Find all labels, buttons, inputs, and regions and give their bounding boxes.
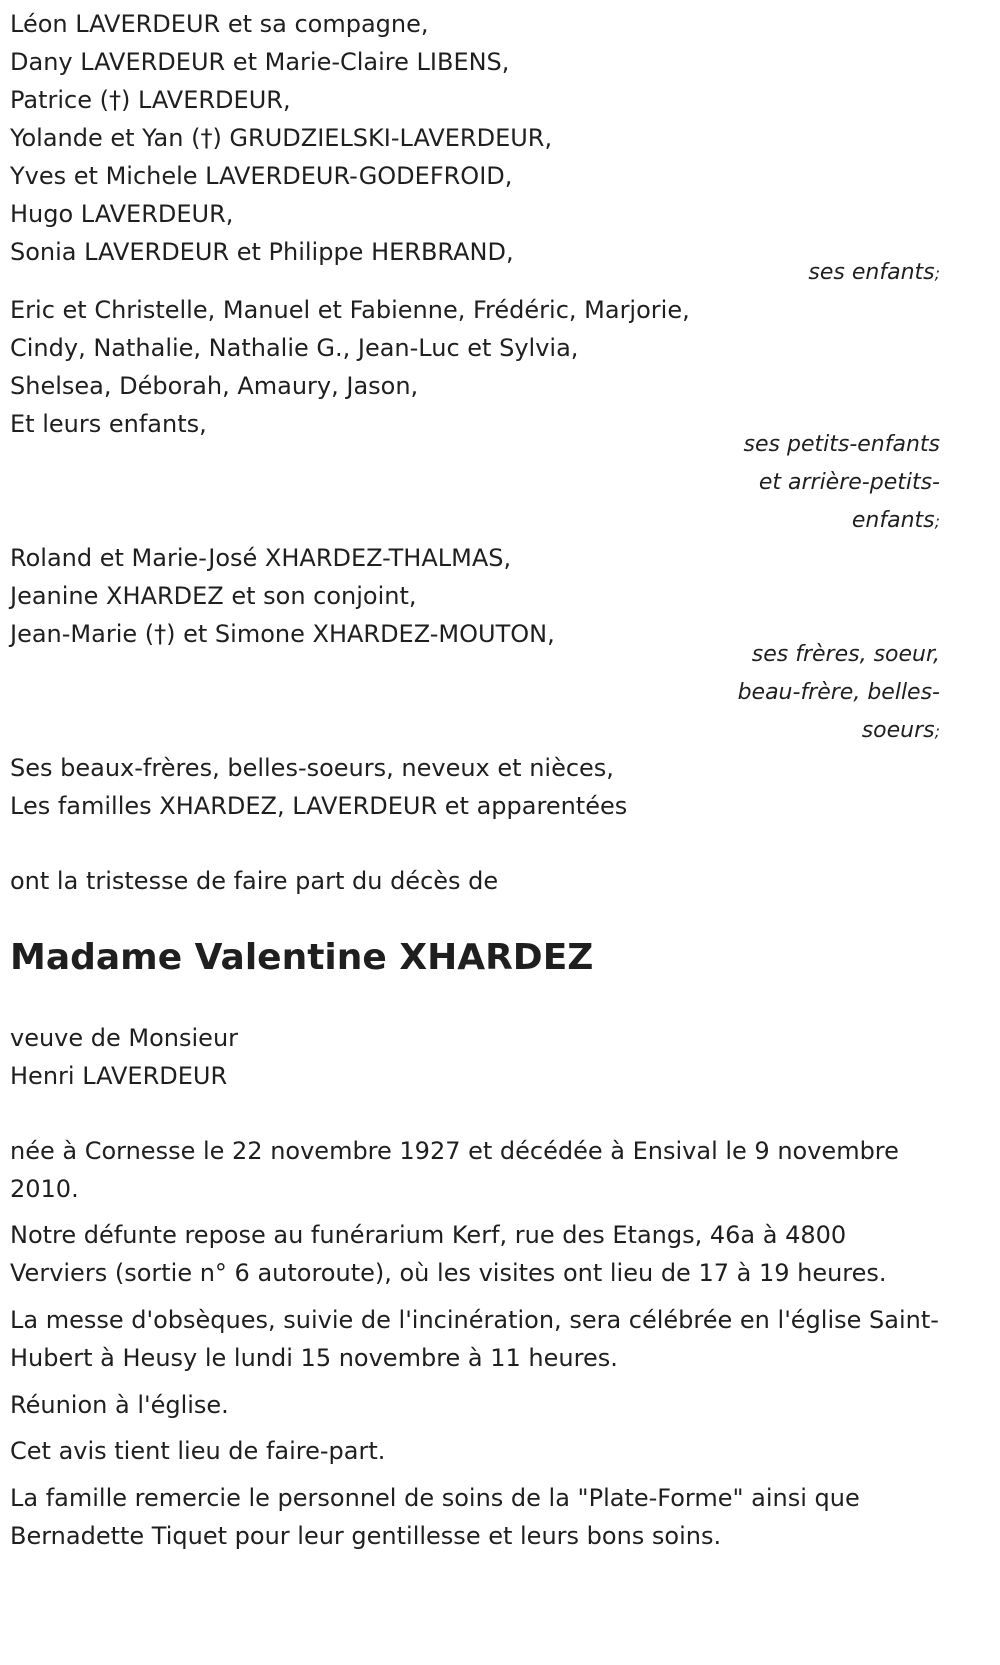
mass-paragraph: La messe d'obsèques, suivie de l'incinération, sera célébrée en l'église Saint-Hubert à Heusy le lundi 15 novembre à 11 heures.	[10, 1306, 939, 1372]
role-punct: ;	[934, 512, 940, 531]
announcement-text: ont la tristesse de faire part du décès de	[10, 867, 499, 895]
role-text: soeurs	[861, 718, 935, 743]
family-line: Yolande et Yan (†) GRUDZIELSKI-LAVERDEUR,	[10, 124, 553, 152]
widow-of-spouse: Henri LAVERDEUR	[10, 1062, 228, 1090]
role-text: ses frères, soeur,	[751, 642, 940, 667]
family-line: Jean-Marie (†) et Simone XHARDEZ-MOUTON,	[10, 620, 555, 648]
thanks-paragraph: La famille remercie le personnel de soins de la "Plate-Forme" ainsi que Bernadette Tiquet pour leur gentillesse et leurs bons soins.	[10, 1484, 860, 1550]
role-siblings	[680, 636, 940, 751]
role-text: et arrière-petits-	[758, 470, 940, 495]
role-text: beau-frère, belles-	[737, 680, 940, 705]
role-punct: ;	[934, 722, 940, 741]
family-line: Yves et Michele LAVERDEUR-GODEFROID,	[10, 162, 513, 190]
role-text: ses enfants	[808, 260, 935, 285]
family-line: Hugo LAVERDEUR,	[10, 200, 234, 228]
family-line: Dany LAVERDEUR et Marie-Claire LIBENS,	[10, 48, 510, 76]
role-punct: ;	[934, 264, 940, 283]
role-text: ses petits-enfants	[743, 432, 940, 457]
family-line: Roland et Marie-José XHARDEZ-THALMAS,	[10, 544, 512, 572]
family-line: Shelsea, Déborah, Amaury, Jason,	[10, 372, 419, 400]
role-grandchildren	[680, 426, 940, 541]
family-line: Cindy, Nathalie, Nathalie G., Jean-Luc et Sylvia,	[10, 334, 579, 362]
announcement	[10, 862, 940, 900]
deceased-name: Madame Valentine XHARDEZ	[10, 937, 594, 978]
children-list	[10, 5, 940, 271]
family-line: Les familles XHARDEZ, LAVERDEUR et apparentées	[10, 792, 628, 820]
family-line: Patrice (†) LAVERDEUR,	[10, 86, 291, 114]
birth-death-paragraph: née à Cornesse le 22 novembre 1927 et décédée à Ensival le 9 novembre 2010.	[10, 1137, 899, 1203]
family-line: Et leurs enfants,	[10, 410, 207, 438]
notice-paragraph: Cet avis tient lieu de faire-part.	[10, 1437, 386, 1465]
role-children	[680, 254, 940, 293]
funerarium-paragraph: Notre défunte repose au funérarium Kerf, rue des Etangs, 46a à 4800 Verviers (sortie n° 6 autoroute), où les visites ont lieu de 17 à 19 heures.	[10, 1221, 887, 1287]
family-line: Léon LAVERDEUR et sa compagne,	[10, 10, 429, 38]
family-line: Eric et Christelle, Manuel et Fabienne, Frédéric, Marjorie,	[10, 296, 690, 324]
family-line: Ses beaux-frères, belles-soeurs, neveux et nièces,	[10, 754, 614, 782]
others-list	[10, 749, 940, 825]
family-line: Sonia LAVERDEUR et Philippe HERBRAND,	[10, 238, 514, 266]
grandchildren-list	[10, 291, 940, 443]
meeting-paragraph: Réunion à l'église.	[10, 1391, 229, 1419]
family-line: Jeanine XHARDEZ et son conjoint,	[10, 582, 417, 610]
widow-of-line: veuve de Monsieur	[10, 1024, 239, 1052]
widow-of	[10, 1019, 940, 1095]
role-text: enfants	[851, 508, 935, 533]
